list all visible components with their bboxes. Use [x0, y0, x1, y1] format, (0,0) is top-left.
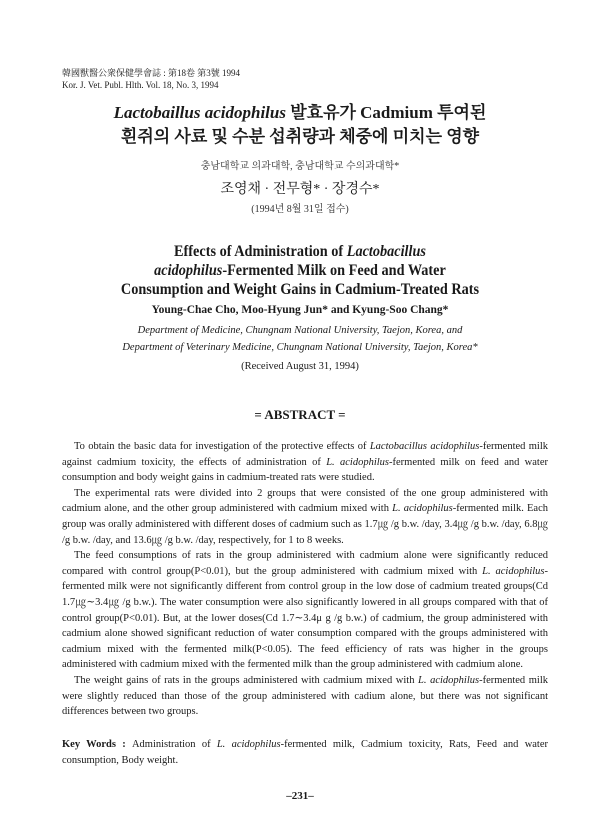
- text-run: Administration of: [131, 739, 217, 750]
- korean-title-line1: [0, 101, 600, 125]
- korean-title-rest: 발효유가 Cadmium 투여된: [285, 103, 487, 122]
- text-run: -fermented milk were slightly reduced than those of the group administered with cadium alone, but there was not significant differences between two groups.: [62, 674, 549, 718]
- species-name: L. acidophilus: [392, 503, 453, 515]
- english-title-line1: [24, 242, 576, 261]
- english-title-species: Lactobacillus: [346, 243, 426, 260]
- key-words-separator: :: [115, 739, 132, 750]
- species-name: L. acidophilus: [482, 565, 545, 577]
- text-run: -fermented milk. Each group was orally administered with different doses of cadmium such as 1.7㎍ /g b.w. /day, 3.4㎍ /g b.w. /day, 6.8㎍ /g b.w. /day, and 13.6㎍ /g b.w. /day, respectively, for 1 to 8 weeks.: [62, 503, 548, 546]
- species-name: L. acidophilus: [326, 456, 390, 468]
- text-run: To obtain the basic data for investigation of the protective effects of: [74, 441, 370, 452]
- journal-english: Kor. J. Vet. Publ. Hlth. Vol. 18, No. 3, 1994: [62, 80, 219, 90]
- species-name: L. acidophilus: [216, 739, 281, 750]
- text-run: The weight gains of rats in the groups administered with cadmium mixed with: [74, 674, 419, 686]
- department-1: Department of Medicine, Chungnam National University, Taejon, Korea, and: [137, 325, 463, 336]
- korean-title-line2: 흰쥐의 사료 및 수분 섭취량과 체중에 미치는 영향: [120, 127, 480, 146]
- english-authors: Young-Chae Cho, Moo-Hyung Jun* and Kyung-Soo Chang*: [151, 304, 449, 316]
- english-title-line2: [24, 261, 576, 280]
- key-words-label: Key Words: [62, 739, 116, 750]
- journal-header: [62, 67, 240, 91]
- species-name: L. acidophilus: [418, 674, 480, 686]
- department-2: Department of Veterinary Medicine, Chungnam National University, Taejon, Korea*: [122, 342, 478, 353]
- journal-korean: 韓國獸醫公衆保健學會誌 : 第18卷 第3號 1994: [62, 68, 241, 78]
- korean-title-species: Lactobaillus acidophilus: [113, 103, 286, 122]
- english-title-part: -Fermented Milk on Feed and Water: [222, 262, 446, 279]
- key-words: [62, 737, 548, 768]
- abstract-paragraph-1: [62, 439, 548, 486]
- text-run: -fermented milk on feed and water consumption and body weight gains in cadmium-treated rats were studied.: [62, 456, 548, 484]
- text-run: The feed consumptions of rats in the group administered with cadmium alone were significantly reduced compared with control group(P<0.01), but the group administered with cadmium mixed with: [62, 550, 548, 577]
- text-run: -fermented milk were not significantly different from control group in the low dose of cadmium treated groups(Cd 1.7㎍∼3.4㎍ /g b.w.). The water consumption were also significantly lowered in all groups compared with that of control group(P<0.01). But, at the lower doses(Cd 1.7∼3.4μ g /g b.w.) of cadmium, the group administered with cadmium alone showed significant reduction of water consumption compared with the groups administered with cadmium mixed with the fermented milk(P<0.05). The feed efficiency of rats was higher in the groups administered with cadmium mixed with the fermented milk than the group administered with cadmium alone.: [62, 565, 548, 671]
- english-title-species: acidophilus: [154, 262, 223, 279]
- english-title-part: Effects of Administration of: [174, 243, 347, 260]
- page-number: –231–: [286, 790, 314, 802]
- korean-affiliation: 충남대학교 의과대학, 충남대학교 수의과대학*: [200, 161, 400, 172]
- english-title-line3: Consumption and Weight Gains in Cadmium-Treated Rats: [120, 281, 480, 298]
- abstract-body: [62, 439, 548, 720]
- text-run: The experimental rats were divided into 2 groups that were consisted of the one group administered with cadmium alone, and the other group administered with cadmium mixed with: [62, 487, 548, 515]
- text-run: -fermented milk, Cadmium toxicity, Rats, Feed and water consumption, Body weight.: [62, 739, 549, 766]
- abstract-paragraph-2: [62, 486, 548, 548]
- abstract-paragraph-3: [62, 548, 548, 673]
- abstract-heading: = ABSTRACT =: [254, 407, 346, 422]
- english-received-date: (Received August 31, 1994): [241, 361, 359, 372]
- species-name: Lactobacillus acidophilus: [369, 441, 480, 452]
- abstract-paragraph-4: [62, 673, 548, 720]
- text-run: -fermented milk against cadmium toxicity, the effects of administration of: [62, 441, 548, 468]
- korean-authors: 조영채 · 전무형* · 장경수*: [220, 182, 380, 197]
- korean-received-date: (1994년 8월 31일 접수): [251, 204, 349, 215]
